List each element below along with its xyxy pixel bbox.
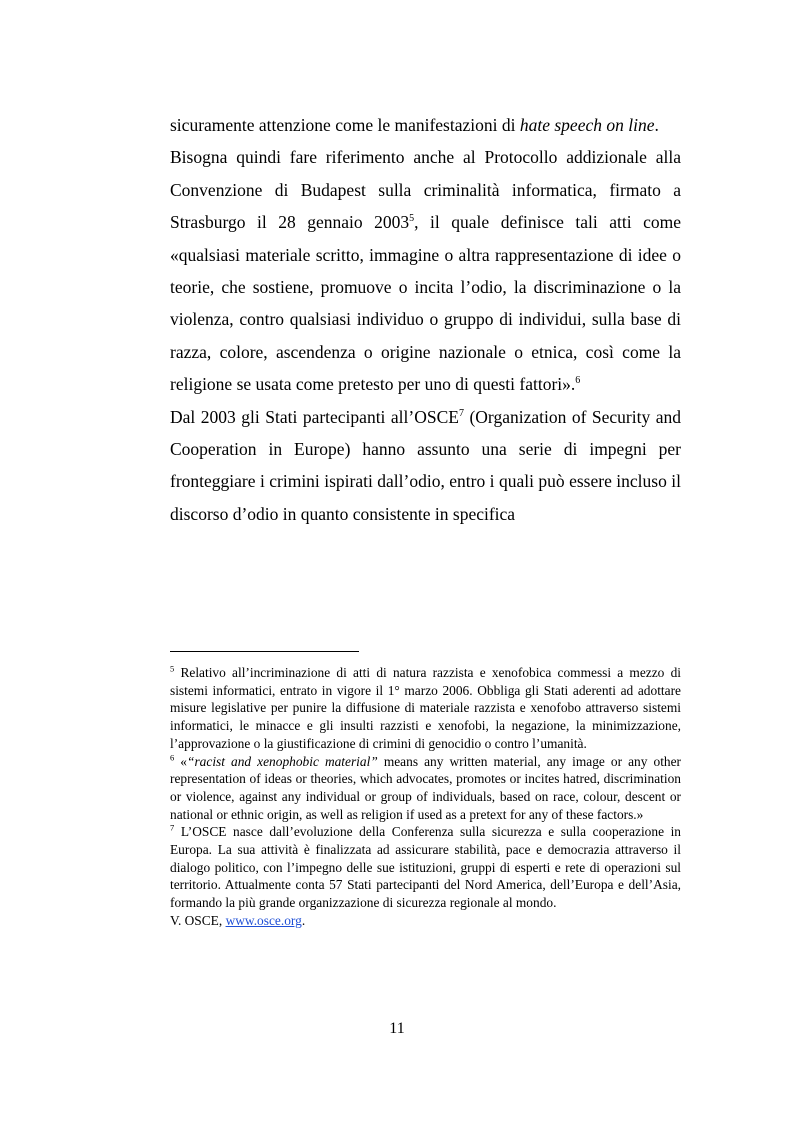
footnote-7-end: . <box>301 912 306 928</box>
footnote-6-text: means any written material, any image or any other representation of ideas or theories, which advocates, promotes or incites hatred, discrimination or violence, against any individual or group of individuals, based on race, colour, descent or national or ethnic origin, as well as religion if used as a pretext for any of these factors.» <box>170 753 682 822</box>
paragraph-2-text-b: , il quale definisce tali atti come «qualsiasi materiale scritto, immagine o altra rappresentazione di idee o teorie, che sostiene, promuove o incita l’odio, la discriminazione o la violenza, contro qualsiasi individuo o gruppo di individui, sulla base di razza, colore, ascendenza o origine nazionale o etnica, così come la religione se usata come pretesto per uno di questi fattori». <box>170 212 681 395</box>
footnote-ref-7[interactable]: 7 <box>458 407 464 419</box>
paragraph-1 <box>170 109 681 141</box>
footnote-5-number: 5 <box>170 663 175 674</box>
osce-link[interactable]: www.osce.org <box>225 912 302 928</box>
footnote-7-reference <box>170 912 681 930</box>
paragraph-1-end: . <box>654 115 659 135</box>
footnotes <box>170 664 681 930</box>
footnote-6-number: 6 <box>170 752 175 763</box>
page-number: 11 <box>389 1020 405 1037</box>
footnote-6 <box>170 753 681 824</box>
footnote-separator <box>170 651 359 652</box>
body-text <box>170 109 681 530</box>
paragraph-2-text-a: Bisogna quindi fare riferimento anche al Protocollo addizionale alla Convenzione di Budapest sulla criminalità informatica, firmato a Strasburgo il 28 gennaio 2003 <box>170 147 681 233</box>
paragraph-1-text: sicuramente attenzione come le manifestazioni di <box>170 115 520 135</box>
paragraph-3-text-b: (Organization of Security and Cooperation in Europe) hanno assunto una serie di impegni per fronteggiare i crimini ispirati dall’odio, entro i quali può essere incluso il discorso d’odio in quanto consistente in specifica <box>170 406 681 524</box>
footnote-7-see: V. OSCE, <box>170 912 226 928</box>
paragraph-3-text-a: Dal 2003 gli Stati partecipanti all’OSCE <box>170 406 459 427</box>
footnote-6-emphasis: “racist and xenophobic material” <box>187 753 378 769</box>
footnote-7-text: L’OSCE nasce dall’evoluzione della Conferenza sulla sicurezza e sulla cooperazione in Europa. La sua attività è finalizzata ad assicurare stabilità, pace e democrazia attraverso il dialogo politico, con l’impegno delle sue istituzioni, gruppi di esperti e rete di operazioni sul territorio. Attualmente conta 57 Stati partecipanti del Nord America, dell’Europa e dell’Asia, formando la più grande organizzazione di sicurezza regionale al mondo. <box>170 824 681 911</box>
paragraph-3 <box>170 401 681 531</box>
footnote-6-open-quote: « <box>174 753 188 769</box>
paragraph-1-emphasis: hate speech on line <box>519 115 655 135</box>
paragraph-2 <box>170 141 681 400</box>
footnote-7 <box>170 823 681 912</box>
footnote-5 <box>170 664 681 753</box>
footnote-ref-5[interactable]: 5 <box>409 213 415 225</box>
footnote-5-text: Relativo all’incriminazione di atti di natura razzista e xenofobica commessi a mezzo di sistemi informatici, entrato in vigore il 1° marzo 2006. Obbliga gli Stati aderenti ad adottare misure legislative per punire la diffusione di materiale razzista e xenofobo attraverso sistemi informatici, le minacce e gli insulti razzisti e xenofobi, la negazione, la minimizzazione, l’approvazione o la giustificazione di crimini di genocidio o contro l’umanità. <box>170 665 681 751</box>
footnote-ref-6[interactable]: 6 <box>575 375 581 387</box>
footnote-7-number: 7 <box>170 822 175 833</box>
